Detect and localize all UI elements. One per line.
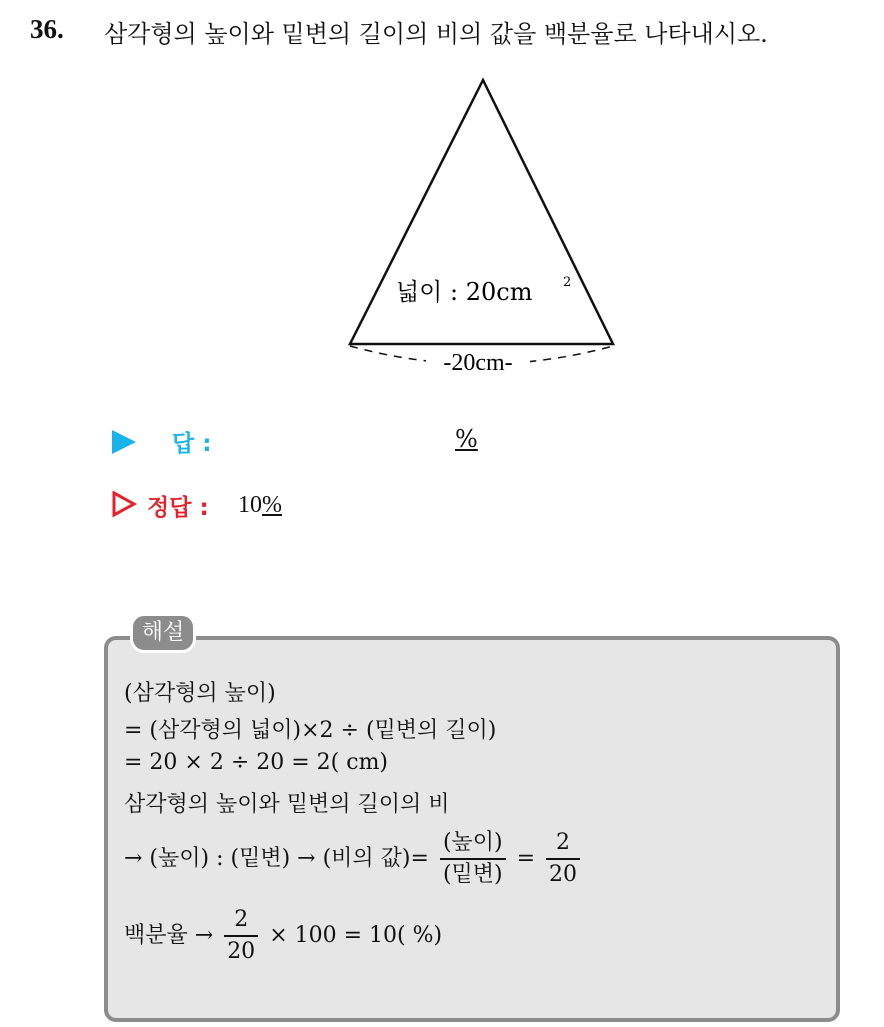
fraction-numerator: 2 bbox=[224, 905, 258, 937]
correct-play-outline-icon bbox=[110, 490, 138, 518]
triangle-figure bbox=[330, 72, 630, 382]
correct-value bbox=[238, 492, 282, 519]
answer-play-icon bbox=[112, 430, 136, 454]
solution-line-6 bbox=[124, 905, 442, 967]
answer-unit: % bbox=[455, 425, 478, 453]
area-exponent: 2 bbox=[563, 275, 572, 290]
solution-line-3: = 20 × 2 ÷ 20 = 2( cm) bbox=[124, 750, 389, 775]
question-number: 36. bbox=[30, 14, 64, 44]
solution-line-2: = (삼각형의 넓이)×2 ÷ (밑변의 길이) bbox=[124, 718, 497, 743]
solution-line-4: 삼각형의 높이와 밑변의 길이의 비 bbox=[124, 792, 450, 817]
percent-fraction bbox=[224, 905, 258, 967]
fraction-denominator: (밑변) bbox=[442, 862, 503, 887]
fraction-numerator: 2 bbox=[546, 828, 580, 860]
correct-label: 정답 : bbox=[147, 495, 209, 521]
line6-prefix: 백분율 → bbox=[124, 923, 214, 948]
solution-tag: 해설 bbox=[130, 613, 196, 653]
area-label: 넓이 : 20cm bbox=[396, 278, 533, 306]
base-label: -20cm- bbox=[443, 350, 513, 376]
question-text: 삼각형의 높이와 밑변의 길이의 비의 값을 백분율로 나타내시오. bbox=[104, 20, 768, 48]
fraction-denominator: 20 bbox=[549, 862, 578, 887]
line5-prefix: → (높이) : (밑변) → (비의 값)= bbox=[124, 846, 429, 871]
correct-unit: % bbox=[262, 492, 282, 518]
answer-label: 답 : bbox=[172, 431, 212, 457]
solution-line-5 bbox=[124, 828, 584, 890]
solution-line-1: (삼각형의 높이) bbox=[124, 681, 276, 706]
equals-sign: = bbox=[516, 846, 536, 871]
ratio-fraction bbox=[546, 828, 580, 890]
correct-number: 10 bbox=[238, 492, 262, 518]
fraction-denominator: 20 bbox=[227, 939, 256, 964]
line6-suffix: × 100 = 10( %) bbox=[269, 923, 443, 948]
height-base-fraction bbox=[440, 828, 506, 890]
fraction-numerator: (높이) bbox=[440, 828, 506, 860]
